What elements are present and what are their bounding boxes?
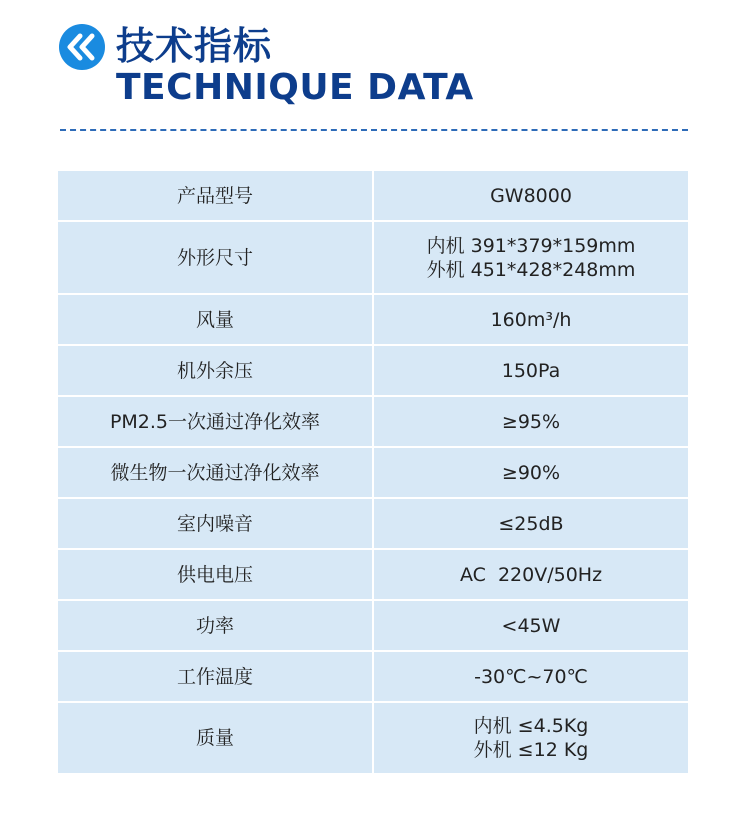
spec-value	[374, 448, 688, 499]
spec-label: 质量	[58, 703, 374, 775]
spec-value	[374, 171, 688, 222]
spec-value-line: AC 220V/50Hz	[459, 563, 603, 586]
table-row	[58, 550, 688, 601]
table-row	[58, 346, 688, 397]
spec-label: 微生物一次通过净化效率	[58, 448, 374, 499]
spec-value	[374, 652, 688, 703]
spec-label: PM2.5一次通过净化效率	[58, 397, 374, 448]
spec-label: 机外余压	[58, 346, 374, 397]
dashed-divider	[60, 129, 688, 131]
spec-value	[374, 550, 688, 601]
spec-value	[374, 222, 688, 295]
table-row	[58, 397, 688, 448]
table-row	[58, 703, 688, 775]
spec-value	[374, 346, 688, 397]
table-row	[58, 295, 688, 346]
table-row	[58, 652, 688, 703]
spec-value	[374, 397, 688, 448]
table-row	[58, 171, 688, 222]
spec-label: 供电电压	[58, 550, 374, 601]
page-title-chinese: 技术指标	[116, 24, 273, 68]
spec-value-line: ≥95%	[501, 410, 561, 433]
page-title-english: TECHNIQUE DATA	[116, 67, 474, 108]
spec-value-line: <45W	[501, 614, 561, 637]
table-row	[58, 499, 688, 550]
spec-value	[374, 601, 688, 652]
spec-value-line: ≤25dB	[498, 512, 564, 535]
spec-value-line: 外机 451*428*248mm	[426, 258, 636, 281]
spec-value-line: 160m³/h	[490, 308, 572, 331]
spec-value-line: 150Pa	[501, 359, 561, 382]
double-chevron-left-icon	[58, 23, 106, 71]
spec-label: 外形尺寸	[58, 222, 374, 295]
spec-table	[58, 171, 688, 775]
section-header	[58, 18, 698, 118]
spec-value-line: 内机 391*379*159mm	[426, 234, 636, 257]
spec-label: 室内噪音	[58, 499, 374, 550]
spec-value-line: GW8000	[490, 184, 572, 207]
spec-value-line: 外机 ≤12 Kg	[473, 739, 589, 761]
spec-value	[374, 703, 688, 775]
table-row	[58, 601, 688, 652]
spec-value-line: 内机 ≤4.5Kg	[473, 715, 589, 737]
spec-label: 工作温度	[58, 652, 374, 703]
spec-value	[374, 499, 688, 550]
spec-label: 产品型号	[58, 171, 374, 222]
spec-value	[374, 295, 688, 346]
spec-label: 风量	[58, 295, 374, 346]
spec-value-line: -30℃~70℃	[474, 665, 588, 688]
spec-value-line: ≥90%	[501, 461, 561, 484]
table-row	[58, 222, 688, 295]
spec-label: 功率	[58, 601, 374, 652]
table-row	[58, 448, 688, 499]
